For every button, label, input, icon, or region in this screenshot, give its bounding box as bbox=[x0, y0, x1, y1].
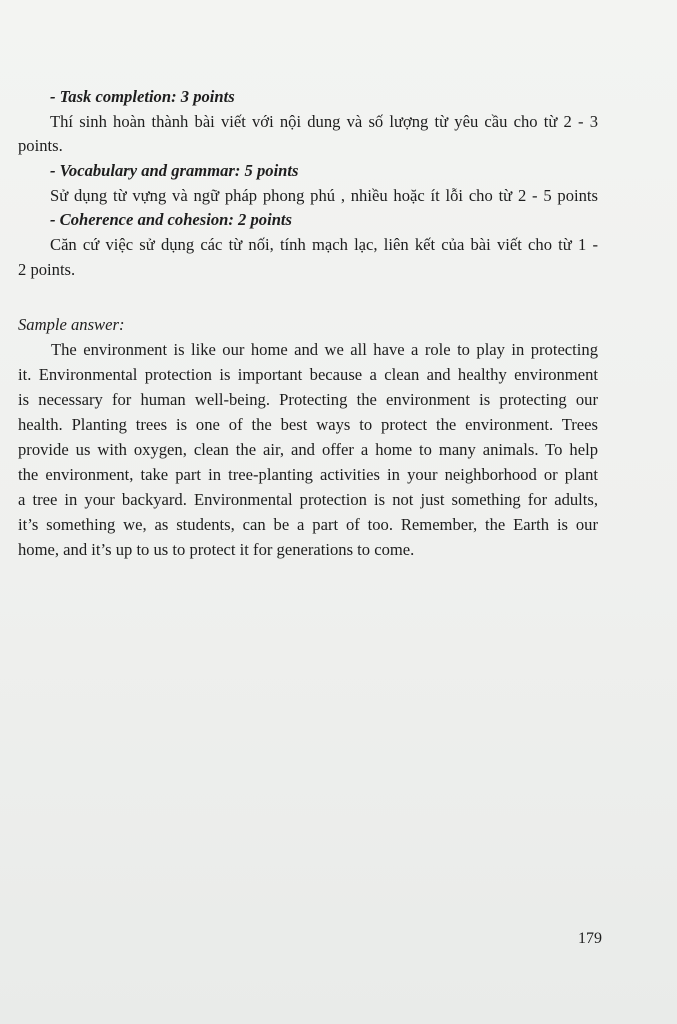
page-number: 179 bbox=[578, 930, 602, 947]
sample-line: The environment is like our home and we all have a role to play in protecting bbox=[51, 340, 598, 359]
criterion-text: Thí sinh hoàn thành bài viết với nội dung và số lượng từ yêu cầu cho từ 2 - 3 bbox=[50, 112, 598, 131]
criterion-text: points. bbox=[18, 136, 63, 155]
sample-line: health. Planting trees is one of the best ways to protect the environment. Trees bbox=[18, 415, 598, 434]
sample-line: a tree in your backyard. Environmental protection is not just something for adults, bbox=[18, 490, 598, 509]
criterion-text: 2 points. bbox=[18, 260, 76, 279]
criterion-heading-task: - Task completion: 3 points bbox=[50, 87, 235, 106]
sample-answer-label: Sample answer: bbox=[18, 315, 125, 334]
criterion-heading-vocabulary: - Vocabulary and grammar: 5 points bbox=[50, 161, 299, 180]
criterion-text: Sử dụng từ vựng và ngữ pháp phong phú , nhiều hoặc ít lỗi cho từ 2 - 5 points bbox=[50, 186, 598, 205]
sample-line: the environment, take part in tree-planting activities in your neighborhood or plant bbox=[18, 465, 598, 484]
sample-line: it’s something we, as students, can be a part of too. Remember, the Earth is our bbox=[18, 515, 598, 534]
criterion-heading-coherence: - Coherence and cohesion: 2 points bbox=[50, 210, 293, 229]
sample-line: it. Environmental protection is important because a clean and healthy environment bbox=[18, 365, 598, 384]
sample-line: is necessary for human well-being. Protecting the environment is protecting our bbox=[18, 390, 598, 409]
sample-line: provide us with oxygen, clean the air, and offer a home to many animals. To help bbox=[18, 440, 598, 459]
sample-line: home, and it’s up to us to protect it for generations to come. bbox=[18, 540, 415, 559]
criterion-text: Căn cứ việc sử dụng các từ nối, tính mạch lạc, liên kết của bài viết cho từ 1 - bbox=[50, 235, 598, 254]
